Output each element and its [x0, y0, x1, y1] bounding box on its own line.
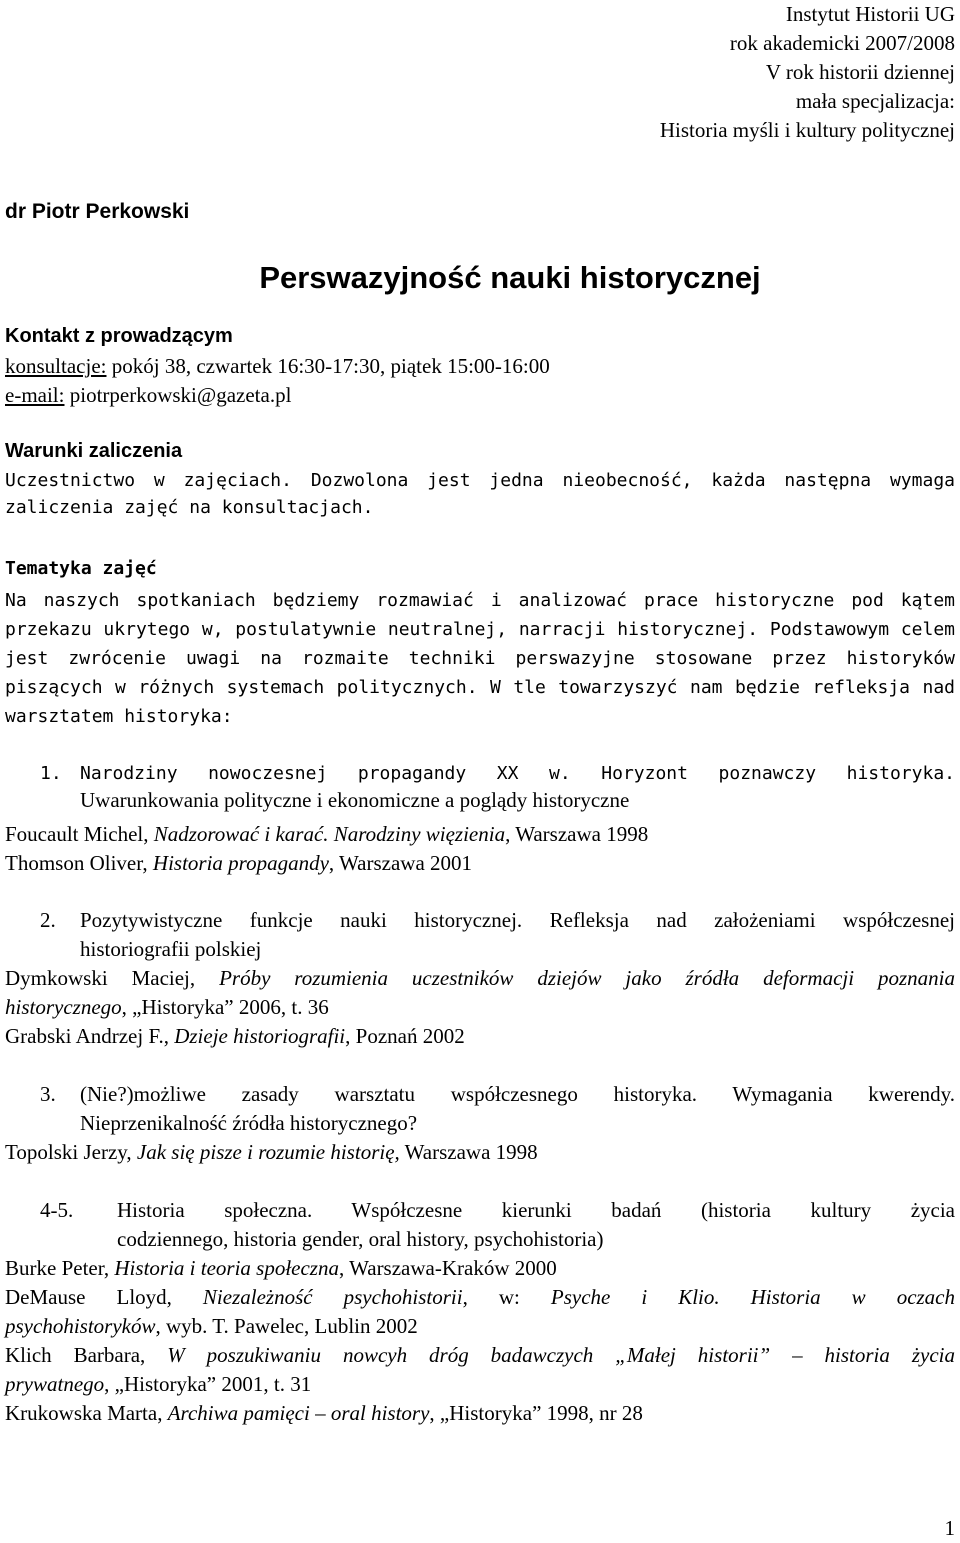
item-3-line-1: (Nie?)możliwe zasady warsztatu współczesnego historyka. Wymagania kwerendy. [80, 1082, 955, 1106]
conditions-text [5, 470, 955, 518]
item-3-number: 3. [40, 1082, 56, 1106]
item-1-line-1: Narodziny nowoczesnej propagandy XX w. Horyzont poznawczy historyka. [80, 763, 955, 784]
item-4-5-ref-3-cont: prywatnego, „Historyka” 2001, t. 31 [5, 1372, 312, 1396]
header-line-course: V rok historii dziennej [765, 60, 955, 84]
item-4-5-title [117, 1196, 955, 1254]
item-4-5-ref-3: Klich Barbara, W poszukiwaniu nowcyh dróg badawczych „Małej historii” – historia życia [5, 1343, 955, 1367]
item-3-ref-1: Topolski Jerzy, Jak się pisze i rozumie historię, Warszawa 1998 [5, 1140, 538, 1164]
item-4-5-ref-1: Burke Peter, Historia i teoria społeczna, Warszawa-Kraków 2000 [5, 1256, 557, 1280]
item-4-5-ref-2-cont: psychohistoryków, wyb. T. Pawelec, Lublin 2002 [5, 1314, 418, 1338]
topics-line-4: piszących w różnych systemach politycznych. W tle towarzyszyć nam będzie refleksja nad [5, 677, 955, 698]
consultation-line [5, 352, 550, 381]
conditions-line-2: zaliczenia zajęć na konsultacjach. [5, 497, 374, 518]
item-1-title [80, 763, 955, 815]
consultation-hours: pokój 38, czwartek 16:30-17:30, piątek 15:00-16:00 [106, 354, 550, 378]
conditions-line-1: Uczestnictwo w zajęciach. Dozwolona jest jedna nieobecność, każda następna wymaga [5, 470, 955, 491]
item-4-5-number: 4-5. [40, 1198, 74, 1222]
item-2-ref-2: Grabski Andrzej F., Dzieje historiografii, Poznań 2002 [5, 1024, 465, 1048]
email-address[interactable]: piotrperkowski@gazeta.pl [64, 383, 292, 407]
lecturer-name: dr Piotr Perkowski [5, 200, 190, 223]
item-4-5-line-2: codziennego, historia gender, oral history, psychohistoria) [117, 1227, 604, 1251]
topics-line-1: Na naszych spotkaniach będziemy rozmawiać i analizować prace historyczne pod kątem [5, 590, 955, 611]
item-1-ref-1: Foucault Michel, Nadzorować i karać. Narodziny więzienia, Warszawa 1998 [5, 822, 649, 846]
item-4-5-line-1: Historia społeczna. Współczesne kierunki badań (historia kultury życia [117, 1198, 955, 1222]
item-1-number: 1. [40, 763, 62, 784]
header-line-institute: Instytut Historii UG [785, 2, 955, 26]
course-title: Perswazyjność nauki historycznej [259, 260, 761, 295]
contact-heading: Kontakt z prowadzącym [5, 325, 233, 347]
topics-text [5, 586, 955, 731]
item-4-5-ref-2: DeMause Lloyd, Niezależność psychohistorii, w: Psyche i Klio. Historia w oczach [5, 1285, 956, 1309]
topics-line-3: jest zwrócenie uwagi na rozmaite techniki perswazyjne stosowane przez historyków [5, 648, 955, 669]
header-line-specialization: mała specjalizacja: [795, 89, 955, 113]
item-2-line-2: historiografii polskiej [80, 937, 262, 961]
item-3-title [80, 1080, 955, 1138]
conditions-heading: Warunki zaliczenia [5, 440, 183, 462]
item-1-ref-2: Thomson Oliver, Historia propagandy, Warszawa 2001 [5, 851, 473, 875]
institution-header [355, 0, 955, 145]
item-1-line-2: Uwarunkowania polityczne i ekonomiczne a poglądy historyczne [80, 788, 630, 812]
email-line [5, 381, 291, 410]
item-3-line-2: Nieprzenikalność źródła historycznego? [80, 1111, 418, 1135]
topics-line-5: warsztatem historyka: [5, 706, 233, 727]
item-2-ref-1: Dymkowski Maciej, Próby rozumienia uczestników dziejów jako źródła deformacji poznania [5, 966, 955, 990]
email-label: e-mail: [5, 383, 65, 407]
item-2-ref-1-cont: historycznego, „Historyka” 2006, t. 36 [5, 995, 329, 1019]
item-2-title [80, 906, 955, 964]
item-4-5-ref-4: Krukowska Marta, Archiwa pamięci – oral history, „Historyka” 1998, nr 28 [5, 1401, 643, 1425]
header-line-specialization-name: Historia myśli i kultury politycznej [659, 118, 955, 142]
page-number: 1 [944, 1516, 955, 1540]
item-2-line-1: Pozytywistyczne funkcje nauki historycznej. Refleksja nad założeniami współczesnej [80, 908, 955, 932]
topics-heading: Tematyka zajęć [5, 558, 157, 579]
item-2-number: 2. [40, 908, 56, 932]
document-page [5, 0, 956, 1540]
consultation-label: konsultacje: [5, 354, 107, 378]
header-line-year: rok akademicki 2007/2008 [729, 31, 955, 55]
topics-line-2: przekazu ukrytego w, postulatywnie neutralnej, narracji historycznej. Podstawowym celem [5, 619, 955, 640]
